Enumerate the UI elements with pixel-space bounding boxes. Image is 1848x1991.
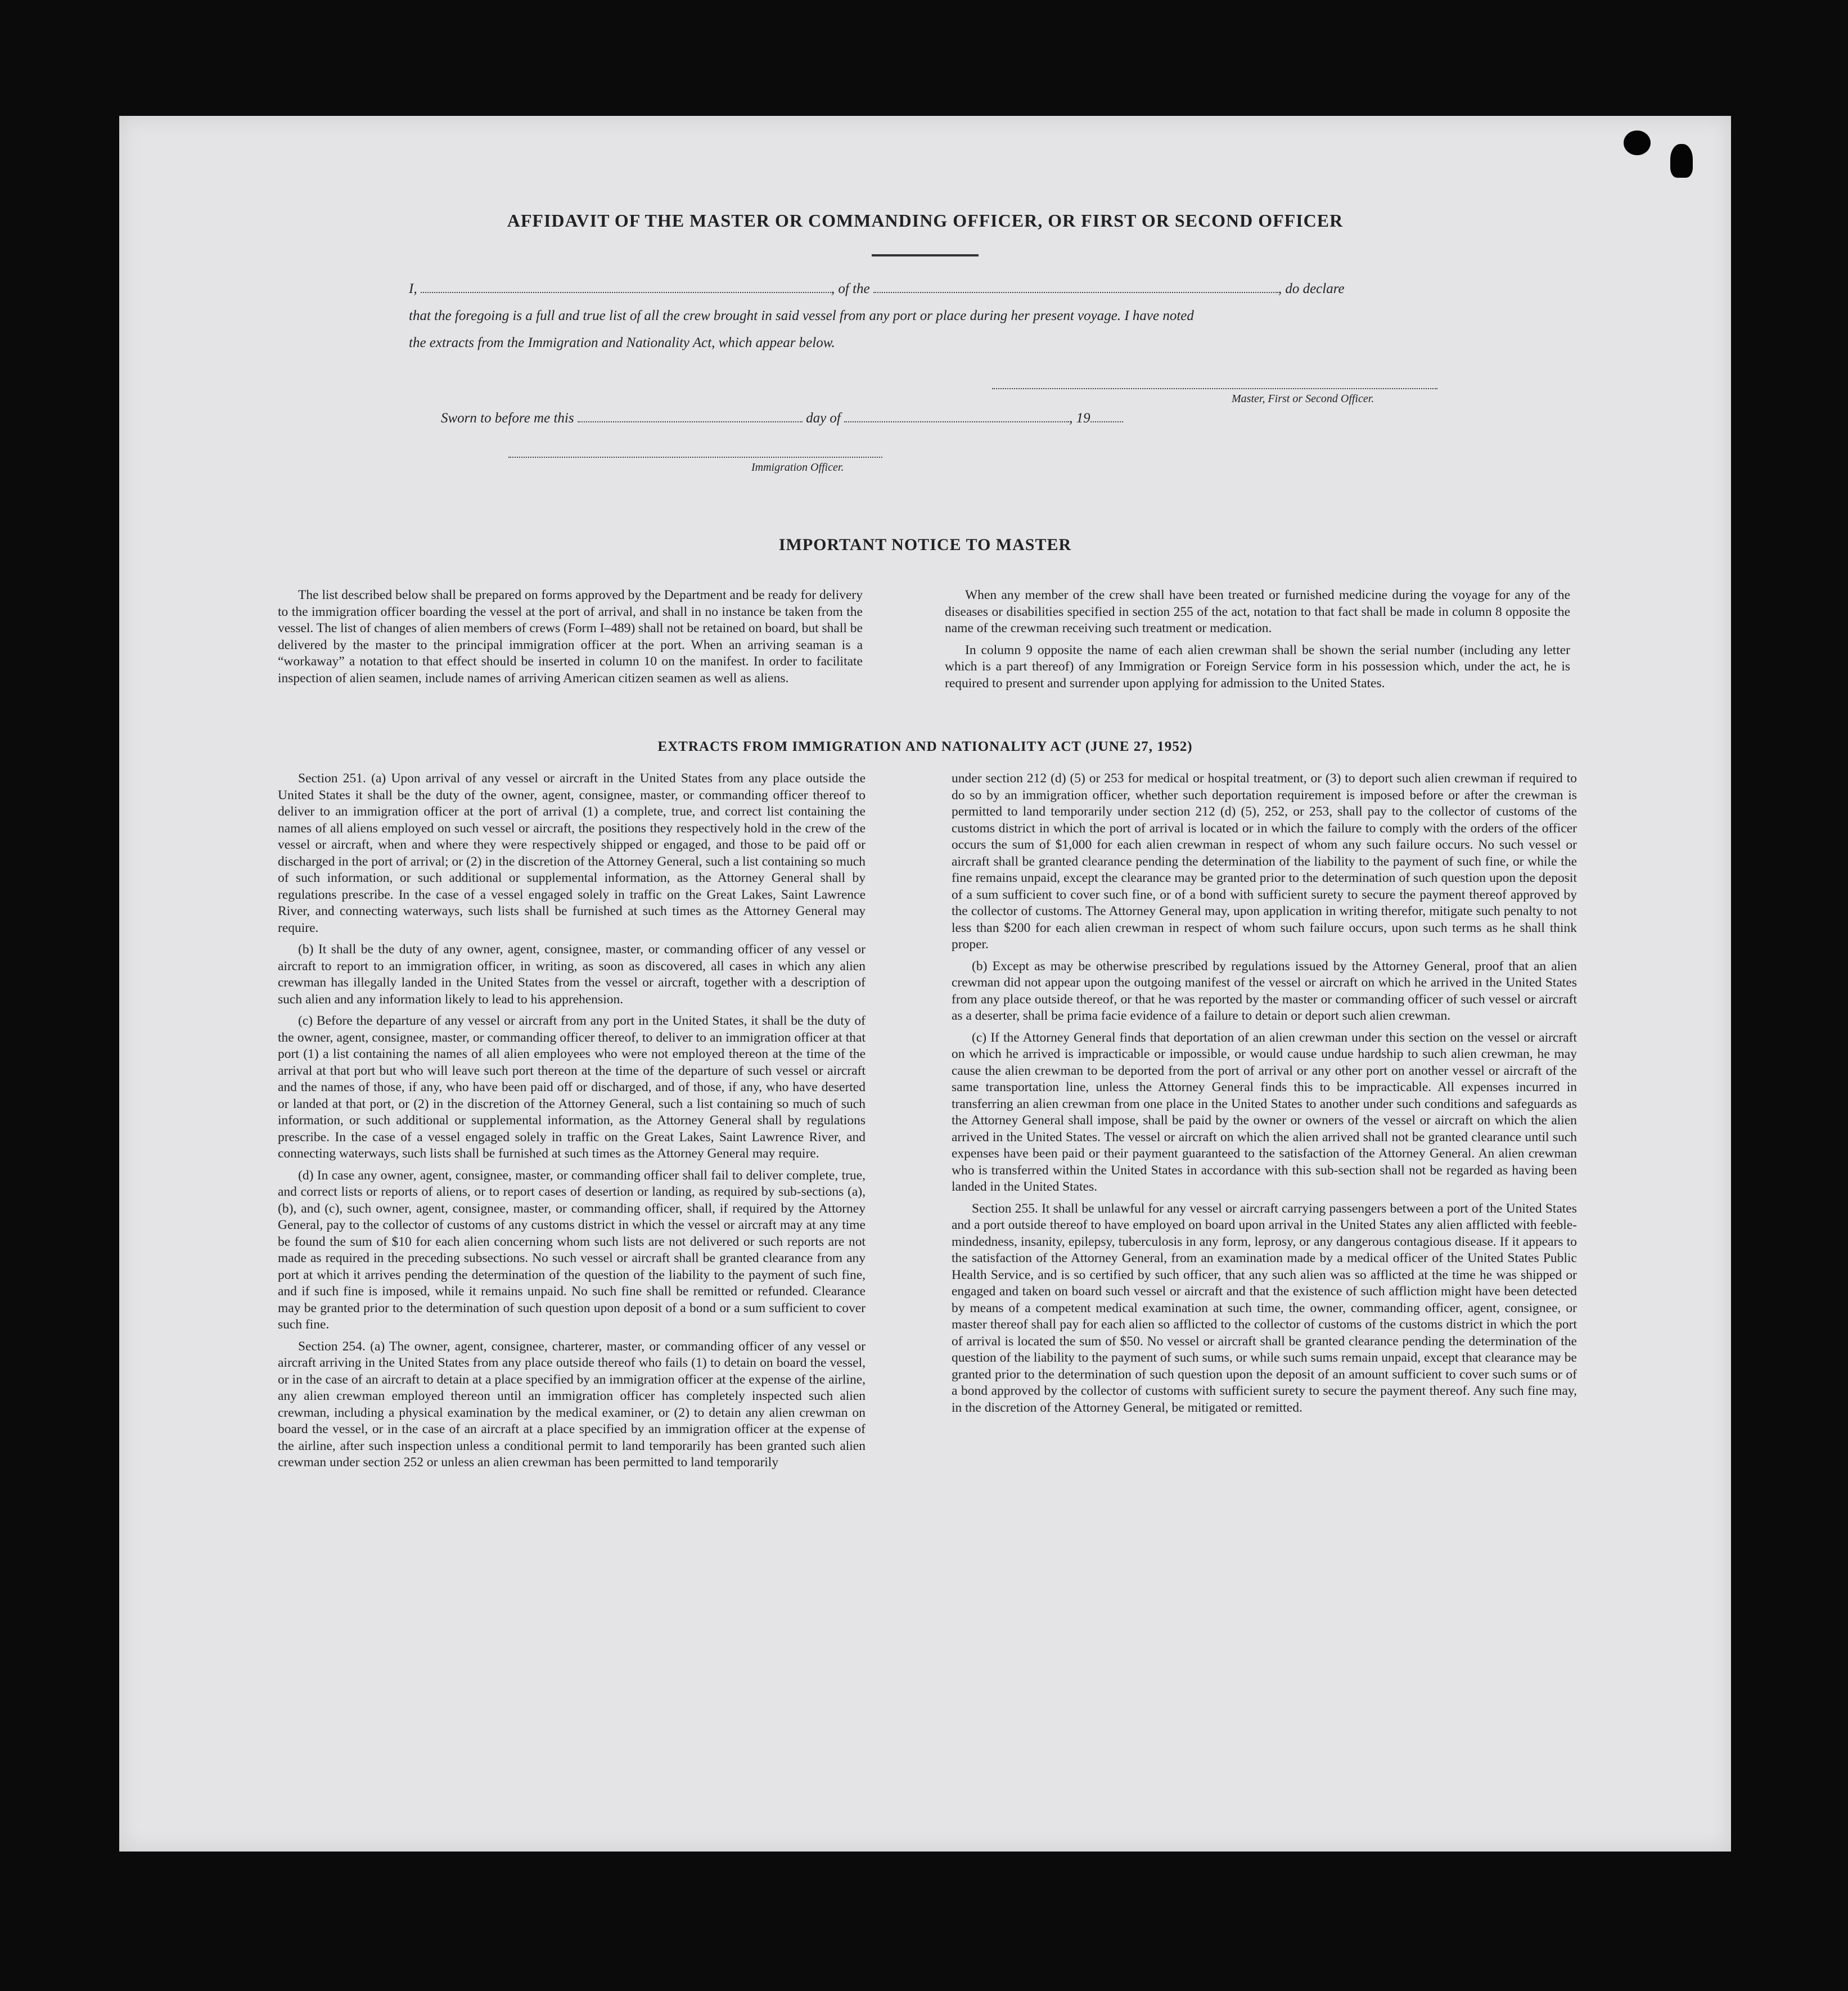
sworn-line — [441, 411, 1123, 426]
notice-right-column — [945, 587, 1570, 692]
name-blank[interactable] — [421, 282, 831, 293]
declare-i: I, — [409, 281, 417, 296]
notice-paragraph: When any member of the crew shall have been treated or furnished medicine during the voyage for any of the diseases or disabilities specified in section 255 of the act, notation to that fact shall be made in column 8 opposite the name of the crewman receiving such treatment or medication. — [945, 588, 1570, 636]
section-paragraph: (b) It shall be the duty of any owner, agent, consignee, master, or commanding officer of any vessel or aircraft to report to an immigration officer, in writing, as soon as discovered, all cases in which any alien crewman has illegally landed in the United States from the vessel or aircraft, together with a description of such alien and any information likely to lead to his apprehension. — [278, 942, 866, 1007]
section-paragraph: (b) Except as may be otherwise prescribed by regulations issued by the Attorney General, proof that an alien crewman did not appear upon the outgoing manifest of the vessel or aircraft on which he arrived in the United States from any place outside thereof, or that he was reported by the master or commanding officer of such vessel or aircraft as a deserter, shall be prima facie evidence of a failure to detain or deport such alien crewman. — [952, 958, 1577, 1023]
ink-blot — [1624, 130, 1651, 155]
torn-corner-hole — [1670, 144, 1693, 178]
officer-signature-caption: Immigration Officer. — [751, 461, 844, 474]
declare-end: , do declare — [1278, 281, 1345, 296]
section-paragraph: (c) Before the departure of any vessel or aircraft from any port in the United States, it shall be the duty of the owner, agent, consignee, master, or commanding officer thereof, to deliver to an immigration officer at that port (1) a list containing the names of all alien employees who were not employed thereon at the time of the arrival at that port but who will leave such port thereon at the time of the departure of such vessel or aircraft and the names of those, if any, who have been paid off or discharged, and of those, if any, who have deserted or landed at that port, or (2) in the discretion of the Attorney General, such a list containing so much of such information, or such additional or supplemental information, as the Attorney General shall by regulations prescribe. In the case of a vessel engaged solely in traffic on the Great Lakes, Saint Lawrence River, and connecting waterways, such lists shall be furnished at such times as the Attorney General may require. — [278, 1013, 866, 1161]
notice-title: IMPORTANT NOTICE TO MASTER — [778, 535, 1072, 554]
title-divider — [872, 254, 979, 256]
sworn-day-of: day of — [806, 411, 841, 426]
declaration-line-2: that the foregoing is a full and true list of all the crew brought in said vessel from any port or place during her present voyage. I have noted — [409, 308, 1194, 323]
affidavit-title: AFFIDAVIT OF THE MASTER OR COMMANDING OFFICER, OR FIRST OR SECOND OFFICER — [507, 210, 1344, 231]
section-paragraph: under section 212 (d) (5) or 253 for medical or hospital treatment, or (3) to deport such alien crewman if required to do so by an immigration officer, whether such deportation requirement is imposed before or after the crewman is permitted to land temporarily under section 212 (d) (5), 252, or 253, shall pay to the collector of customs of the customs district in which the port of arrival is located or in which the failure to comply with the orders of the officer occurs the sum of $1,000 for each alien crewman in respect of whom any such failure occurs. No such vessel or aircraft shall be granted clearance pending the determination of the liability to the payment of such fine, or while the fine remains unpaid, except the clearance may be granted prior to the determination of such question upon the deposit of a sum sufficient to cover such fine, or of a bond with sufficient surety to secure the payment thereof approved by the collector of customs. The Attorney General may, upon application in writing therefor, mitigate such penalty to not less than $200 for each alien crewman in respect of whom such failure occurs, upon such terms as he shall think proper. — [952, 771, 1577, 952]
master-signature-caption: Master, First or Second Officer. — [1232, 393, 1374, 405]
section-paragraph: Section 251. (a) Upon arrival of any vessel or aircraft in the United States from any place outside the United States it shall be the duty of the owner, agent, consignee, master, or commanding officer thereof to deliver to an immigration officer at the port of arrival (1) a complete, true, and correct list containing the names of all aliens employed on such vessel or aircraft, the positions they respectively hold in the crew of the vessel or aircraft, when and where they were respectively shipped or engaged, and those to be paid off or discharged in the port of arrival; or (2) in the discretion of the Attorney General, such a list containing so much of such information, or such additional or supplemental information, as the Attorney General shall by regulations prescribe. In the case of a vessel engaged solely in traffic on the Great Lakes, Saint Lawrence River, and connecting waterways, such lists shall be furnished at such times as the Attorney General may require. — [278, 771, 866, 935]
sworn-year-blank[interactable] — [1090, 411, 1123, 422]
extracts-title: EXTRACTS FROM IMMIGRATION AND NATIONALITY ACT (JUNE 27, 1952) — [657, 739, 1193, 754]
vessel-blank[interactable] — [873, 282, 1278, 293]
section-paragraph: (c) If the Attorney General finds that deportation of an alien crewman under this section on the vessel or aircraft on which he arrived is impracticable or impossible, or would cause undue hardship to such alien crewman, he may cause the alien crewman to be deported from the port of arrival or any other port on another vessel or aircraft of the same transportation line, unless the Attorney General finds this to be impracticable. All expenses incurred in transferring an alien crewman from one place in the United States to another under such conditions and safeguards as the Attorney General shall impose, shall be paid by the owner or owners of the vessel or aircraft on which the alien arrived in the United States. The vessel or aircraft on which the alien arrived shall not be granted clearance until such expenses have been paid or their payment guaranteed to the satisfaction of the Attorney General. An alien crewman who is transferred within the United States in accordance with this sub-section shall not be regarded as having been landed in the United States. — [952, 1030, 1577, 1194]
sworn-day-blank[interactable] — [578, 411, 803, 422]
notice-paragraph: In column 9 opposite the name of each alien crewman shall be shown the serial number (including any letter which is a part thereof) of any Immigration or Foreign Service form in his possession which, under the act, he is required to present and surrender upon applying for admission to the United States. — [945, 642, 1570, 691]
declare-of-the: , of the — [831, 281, 870, 296]
extracts-left-column — [278, 771, 866, 1471]
sworn-prefix: Sworn to before me this — [441, 411, 574, 426]
section-paragraph: (d) In case any owner, agent, consignee, master, or commanding officer shall fail to deliver complete, true, and correct lists or reports of aliens, or to report cases of desertion or landing, as required by sub-sections (a), (b), and (c), such owner, agent, consignee, master, or commanding officer, shall, if required by the Attorney General, pay to the collector of customs of any customs district in which the vessel or aircraft may at any time be found the sum of $10 for each alien concerning whom such lists are not delivered or such reports are not made as required in the preceding subsections. No such vessel or aircraft shall be granted clearance from any port at which it arrives pending the determination of the question of the liability to the payment of such fine, and if such fine is imposed, while it remains unpaid. No such fine shall be remitted or refunded. Clearance may be granted prior to the determination of such question upon deposit of a bond or a sum sufficient to cover such fine. — [278, 1168, 866, 1332]
extracts-right-column — [952, 771, 1577, 1416]
section-paragraph: Section 254. (a) The owner, agent, consignee, charterer, master, or commanding officer of any vessel or aircraft arriving in the United States from any place outside thereof who fails (1) to detain on board the vessel, or in the case of an aircraft to detain at a place specified by an immigration officer at the expense of the airline, any alien crewman employed thereon until an immigration officer has completely inspected such alien crewman, including a physical examination by the medical examiner, or (2) to detain any alien crewman on board the vessel, or in the case of an aircraft at a place specified by an immigration officer at the expense of the airline, after such inspection unless a conditional permit to land temporarily has been granted such alien crewman under section 252 or unless an alien crewman has been permitted to land temporarily — [278, 1339, 866, 1470]
document-page — [119, 116, 1731, 1852]
officer-signature-line[interactable] — [508, 457, 882, 458]
section-paragraph: Section 255. It shall be unlawful for any vessel or aircraft carrying passengers between a port of the United States and a port outside thereof to have employed on board upon arrival in the United States any alien afflicted with feeble-mindedness, insanity, epilepsy, tuberculosis in any form, leprosy, or any dangerous contagious disease. If it appears to the satisfaction of the Attorney General, from an examination made by a medical officer of the United States Public Health Service, and is so certified by such officer, that any such alien was so afflicted at the time he was shipped or engaged and taken on board such vessel or aircraft and that the existence of such affliction might have been detected by means of a competent medical examination at such time, the owner, commanding officer, agent, consignee, or master thereof shall pay for each alien so afflicted to the collector of customs of the customs district in which the port of arrival is located the sum of $50. No vessel or aircraft shall be granted clearance pending the determination of the question of the liability to the payment of such sums, or while such sums remain unpaid, except that clearance may be granted prior to the determination of such question upon the deposit of an amount sufficient to cover such sums or of a bond approved by the collector of customs with sufficient surety to secure the payment thereof. Any such fine may, in the discretion of the Attorney General, be mitigated or remitted. — [952, 1201, 1577, 1415]
sworn-month-blank[interactable] — [844, 411, 1069, 422]
declaration-line — [409, 281, 1345, 297]
master-signature-line[interactable] — [992, 388, 1437, 389]
declaration-line-3: the extracts from the Immigration and Nationality Act, which appear below. — [409, 335, 835, 350]
notice-paragraph: The list described below shall be prepared on forms approved by the Department and be ready for delivery to the immigration officer boarding the vessel at the port of arrival, and shall in no instance be taken from the vessel. The list of changes of alien members of crews (Form I–489) shall not be retained on board, but shall be delivered by the master to the principal immigration officer at the port. When an arriving seaman is a “workaway” a notation to that effect should be inserted in column 10 on the manifest. In order to facilitate inspection of alien seamen, include names of arriving American citizen seamen as well as aliens. — [278, 588, 863, 686]
sworn-year-label: , 19 — [1069, 411, 1090, 426]
notice-left-column — [278, 587, 863, 687]
